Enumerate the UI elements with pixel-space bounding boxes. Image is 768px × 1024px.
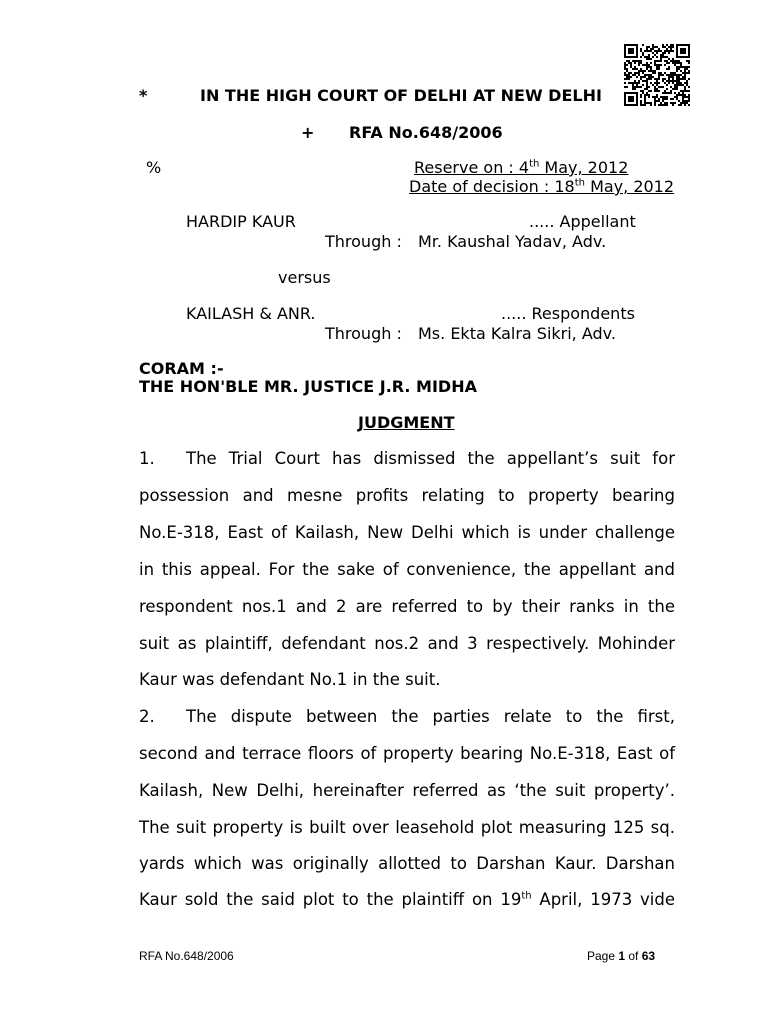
paragraph-line: second and terrace floors of property bearing No.E-318, East of: [139, 744, 675, 763]
star-marker: *: [139, 86, 148, 105]
paragraph-line: Kailash, New Delhi, hereinafter referred as ‘the suit property’.: [139, 781, 675, 800]
paragraph-number: 1.: [139, 449, 155, 468]
respondent-name: KAILASH & ANR.: [186, 304, 316, 323]
paragraph-number: 2.: [139, 707, 155, 726]
percent-marker: %: [146, 158, 162, 177]
paragraph-line: Kaur was defendant No.1 in the suit.: [139, 670, 441, 689]
footer-case-ref: RFA No.648/2006: [139, 949, 234, 963]
decision-date: Date of decision : 18th May, 2012: [409, 177, 675, 196]
respondent-counsel: Ms. Ekta Kalra Sikri, Adv.: [418, 324, 616, 343]
appellant-name: HARDIP KAUR: [186, 212, 296, 231]
paragraph-line: No.E-318, East of Kailash, New Delhi which is under challenge: [139, 523, 675, 542]
judge-name: THE HON'BLE MR. JUSTICE J.R. MIDHA: [139, 377, 477, 396]
paragraph-line: The suit property is built over leasehold plot measuring 125 sq.: [139, 818, 675, 837]
through-label: Through :: [325, 232, 402, 251]
paragraph-line: possession and mesne profits relating to property bearing: [139, 486, 675, 505]
paragraph-line: 1. The Trial Court has dismissed the appellant’s suit for: [139, 449, 675, 468]
respondent-role: ..... Respondents: [501, 304, 635, 323]
case-number: RFA No.648/2006: [349, 123, 503, 142]
paragraph-line: suit as plaintiff, defendant nos.2 and 3 respectively. Mohinder: [139, 634, 675, 653]
through-label: Through :: [325, 324, 402, 343]
coram-label: CORAM :-: [139, 359, 224, 378]
appellant-role: ..... Appellant: [529, 212, 636, 231]
judgment-heading: JUDGMENT: [358, 413, 455, 432]
page-number: Page 1 of 63: [587, 949, 656, 963]
qr-code-icon: [624, 44, 690, 106]
plus-marker: +: [301, 123, 315, 142]
versus-label: versus: [278, 268, 331, 287]
paragraph-line: yards which was originally allotted to Darshan Kaur. Darshan: [139, 854, 675, 873]
court-title: IN THE HIGH COURT OF DELHI AT NEW DELHI: [200, 86, 602, 105]
reserve-date: Reserve on : 4th May, 2012: [414, 158, 629, 177]
paragraph-line: Kaur sold the said plot to the plaintiff on 19th April, 1973 vide: [139, 890, 675, 909]
paragraph-line: in this appeal. For the sake of convenience, the appellant and: [139, 560, 675, 579]
paragraph-line: respondent nos.1 and 2 are referred to by their ranks in the: [139, 597, 675, 616]
appellant-counsel: Mr. Kaushal Yadav, Adv.: [418, 232, 607, 251]
paragraph-line: 2. The dispute between the parties relate to the first,: [139, 707, 675, 726]
